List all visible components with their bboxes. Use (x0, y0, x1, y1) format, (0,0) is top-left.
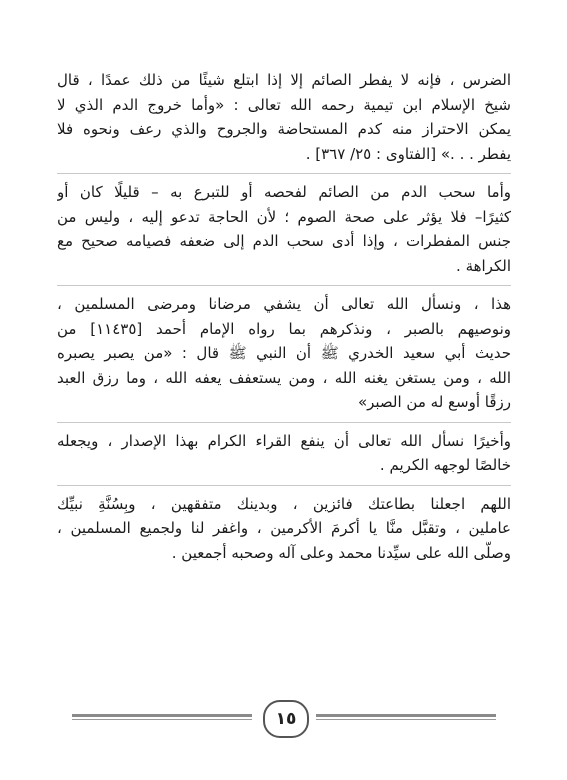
text-line: خالصًا لوجهه الكريم . (379, 456, 511, 474)
footer-rule-right (316, 714, 496, 717)
body-text (57, 68, 511, 572)
paragraph (57, 286, 511, 423)
text-line: يفطر . . .» [الفتاوى : ٢٥/ ٣٦٧] . (305, 144, 511, 163)
text-line: حديث أبي سعيد الخدري ﷺ أن النبي ﷺ قال : «من يصبر يصبره (57, 344, 511, 362)
text-line: هذا ، ونسأل الله تعالى أن يشفي مرضانا ومرضى المسلمين ، (57, 295, 511, 313)
text-line: يمكن الاحتراز منه كدم المستحاضة والجروح والذي رعف ونحوه فلا (57, 120, 511, 138)
text-line: الله ، ومن يستغن يغنه الله ، ومن يستعفف يعفه الله ، وما رزق العبد (57, 368, 511, 387)
footer-rule-left (72, 714, 252, 717)
footer-rule-left-thin (72, 719, 252, 720)
text-line: وصلَّى الله على سيِّدنا محمد وعلى آله وصحبه أجمعين . (171, 543, 511, 562)
text-line: جنس المفطرات ، وإذا أدى سحب الدم إلى ضعفه فصيامه صحيح مع (57, 232, 511, 250)
page-number: ١٥ (275, 709, 297, 729)
text-line: اللهم اجعلنا بطاعتك فائزين ، وبدينك متفقهين ، وبِسُنَّةِ نبيِّك (57, 494, 511, 513)
page-number-badge (263, 700, 309, 738)
text-line: عاملين ، وتقبَّل منَّا يا أكرمَ الأكرمين ، واغفر لنا ولجميع المسلمين ، (57, 519, 511, 537)
paragraph (57, 174, 511, 286)
text-line: رزقًا أوسع له من الصبر» (357, 393, 511, 411)
text-line: الضرس ، فإنه لا يفطر الصائم إلا إذا ابتلع شيئًا من ذلك عمدًا ، قال (57, 71, 511, 89)
paragraph (57, 68, 511, 174)
text-line: الكراهة . (456, 256, 511, 275)
text-line: شيخ الإسلام ابن تيمية رحمه الله تعالى : «وأما خروج الدم الذي لا (57, 95, 511, 114)
text-line: وأخيرًا نسأل الله تعالى أن ينفع القراء الكرام بهذا الإصدار ، ويجعله (57, 431, 511, 450)
text-line: وأما سحب الدم من الصائم لفحصه أو للتبرع به – قليلًا كان أو (57, 183, 511, 201)
footer-rule-right-thin (316, 719, 496, 720)
text-line: كثيرًا– فلا يؤثر على صحة الصوم ؛ لأن الحاجة تدعو إليه ، وليس من (57, 207, 511, 226)
paragraph (57, 486, 511, 573)
paragraph (57, 423, 511, 486)
text-line: ونوصيهم بالصبر ، ونذكرهم بما رواه الإمام أحمد [١١٤٣٥] من (57, 319, 511, 338)
